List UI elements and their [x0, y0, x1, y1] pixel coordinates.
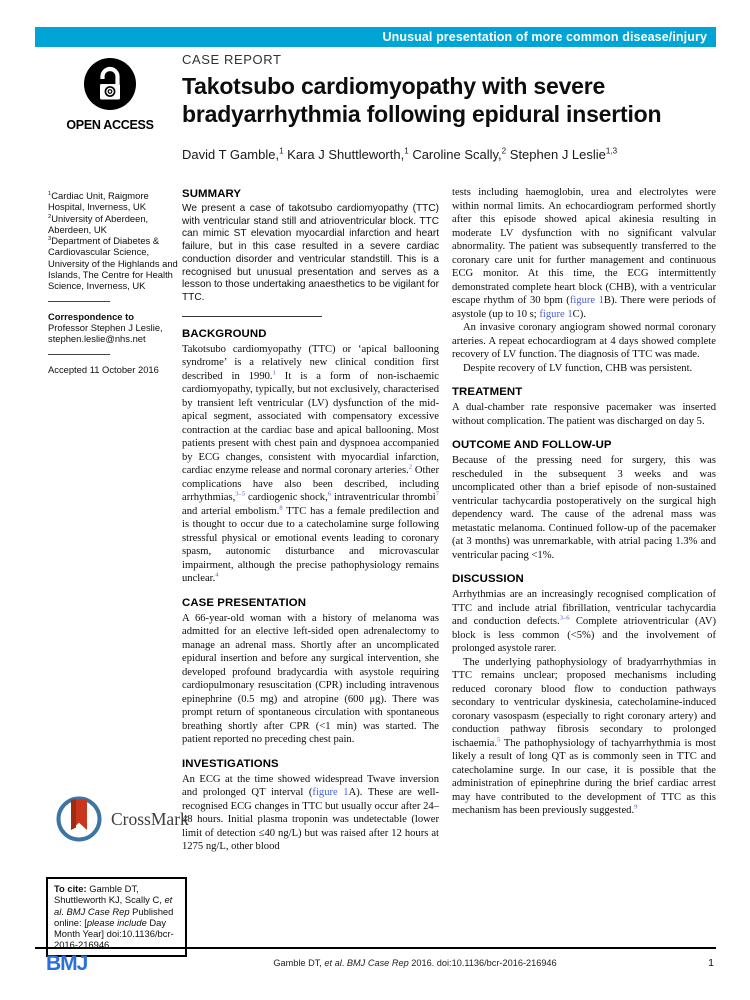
sidebar-divider — [48, 301, 110, 302]
background-text: Takotsubo cardiomyopathy (TTC) or ‘apical ballooning syndrome’ is a relatively new clinical condition first described in 1990.$^1$ It is a form of non-ischaemic cardiomyopathy, typically, but not exclusively, characterised by transient left ventricular (LV) dysfunction of the mid-apical segment, associated with compensatory excessive contraction at the cardiac base and apical ballooning. Most patients present with chest pain and dyspnoea accompanied by ECG changes, consistent with myocardial infarction, cardiac enzyme release and normal coronary arteries.$^2$ Other complications have also been described, including arrhythmias,$^{3-5}$ cardiogenic shock,$^6$ intraventricular thrombi$^7$ and arterial embolism.$^8$ TTC has a female predilection and is thought to occur due to a catecholamine surge following stressful physical or emotional events leading to coronary spasm, autonomic disturbance and microvascular impairment, although the precise pathophysiology remains unclear.$^4$ — [182, 343, 439, 585]
discussion-heading: DISCUSSION — [452, 573, 524, 585]
correspondence-name: Professor Stephen J Leslie, — [48, 321, 163, 333]
bmj-logo: BMJ — [46, 952, 88, 975]
investigations-heading: INVESTIGATIONS — [182, 757, 279, 770]
case-presentation-text: A 66-year-old woman with a history of melanoma was admitted for an elective left-sided open adrenalectomy to manage an adrenal mass. Shortly after an uncomplicated epidural insertion and before any surgical intervention, she developed profound bradycardia with asystole requiring cardiopulmonary resuscitation (CPR) including intravenous epinephrine (0.5 mg) and atropine (600 μg). There was prompt return of spontaneous circulation with spontaneous breathing shortly after CPR (<1 min) was started. The patient reported no preceding chest pain. — [182, 612, 439, 746]
right-column — [452, 186, 716, 948]
affiliation-2: $^2$University of Aberdeen, Aberdeen, UK — [48, 212, 149, 235]
summary-divider — [182, 316, 322, 317]
correspondence-email[interactable]: stephen.leslie@nhs.net — [48, 333, 146, 345]
authors-line: David T Gamble,$^1$ Kara J Shuttleworth,$^1$ Caroline Scally,$^2$ Stephen J Leslie$^{1,3}$ — [182, 146, 618, 162]
accepted-date: Accepted 11 October 2016 — [48, 363, 159, 375]
article-title: Takotsubo cardiomyopathy with severe bradyarrhythmia following epidural insertion — [182, 73, 662, 128]
outcome-heading: OUTCOME AND FOLLOW-UP — [452, 439, 612, 451]
sidebar-divider — [48, 354, 110, 355]
summary-text: We present a case of takotsubo cardiomyopathy (TTC) with ventricular stand still and atrioventricular block. TTC can mimic ST elevation myocardial infarction and heart failure, but in this case resulted in a severe cardiac conduction disorder and ventricular standstill. This is a recognised but unusual presentation and serves as a lesson to those undertaking anaesthetics to be vigilant for TTC. — [182, 203, 439, 303]
chb-paragraph: Despite recovery of LV function, CHB was persistent. — [463, 362, 693, 374]
discussion-paragraph-2: The underlying pathophysiology of bradyarrhythmias in TTC remains unclear; proposed mechanisms including reduced coronary blood flow to conduction pathways secondary to ventricular dyskinesia, catecholamine-induced coronary vasospasm (especially to right coronary artery) and conduction pathway fibrosis secondary to prolonged ischaemia.$^5$ The pathophysiology of tachyarrhythmia is most likely a result of long QT as is commonly seen in TTC and catecholamine surge. In our case, it is possible that the administration of epinephrine during the brief cardiac arrest may have contributed to the development of TTC as this mechanism has been previously suggested.$^9$ — [452, 656, 716, 816]
discussion-paragraph-1: Arrhythmias are an increasingly recognised complication of TTC and include atrial fibrillation, ventricular tachycardia and conduction defects.$^{3-6}$ Complete atrioventricular (AV) block is less common (<5%) and the involvement of prolonged asystole rarer. — [452, 589, 716, 654]
summary-heading: SUMMARY — [182, 188, 242, 200]
citation-box: To cite: Gamble DT, Shuttleworth KJ, Scally C, et al. BMJ Case Rep Published online: [please include Day Month Year] doi:10.1136/bcr-2016-216946 — [46, 877, 187, 957]
angiogram-paragraph: An invasive coronary angiogram showed normal coronary arteries. A repeat echocardiogram at 4 days showed complete recovery of LV function. The diagnosis of TTC was made. — [452, 322, 716, 360]
crossmark-label: CrossMark — [111, 808, 189, 829]
treatment-text: A dual-chamber rate responsive pacemaker was inserted without complication. The patient was discharged on day 5. — [452, 402, 716, 427]
article-type-label: CASE REPORT — [182, 52, 282, 67]
crossmark-icon — [56, 796, 102, 842]
affiliation-3: $^3$Department of Diabetes & Cardiovascular Science, University of the Highlands and Islands, The Centre for Health Science, Inverness, UK — [48, 235, 178, 292]
footer-citation: Gamble DT, et al. BMJ Case Rep 2016. doi:10.1136/bcr-2016-216946 — [273, 958, 557, 968]
investigations-continued-text: tests including haemoglobin, urea and electrolytes were within normal limits. An echocardiogram performed shortly after this episode showed apical akinesia resulting in moderate LV dysfunction with no significant valvular abnormality. The patient was subsequently transferred to the coronary care unit for further management and continuous ECG monitor. At this time, the ECG intermittently demonstrated complete heart block (CHB), with a ventricular escape rhythm of 30 bpm (figure 1B). There were periods of asystole (up to 10 s; figure 1C). — [452, 187, 716, 320]
treatment-heading: TREATMENT — [452, 386, 523, 398]
open-access-lock-icon — [83, 57, 137, 111]
left-column — [182, 186, 439, 948]
series-banner: Unusual presentation of more common disease/injury — [35, 27, 716, 47]
background-heading: BACKGROUND — [182, 327, 267, 340]
open-access-badge — [60, 57, 160, 132]
article-body — [182, 186, 716, 948]
case-presentation-heading: CASE PRESENTATION — [182, 596, 307, 609]
sidebar — [48, 190, 179, 375]
outcome-text: Because of the pressing need for surgery, this was rescheduled in the subsequent 3 weeks and was uncomplicated other than a brief episode of non-sustained ventricular tachycardia postoperatively on the surgical high dependency ward. The cause of the adrenal mass was metastatic melanoma. Continued follow-up of the pacemaker (at 3 months) was unremarkable, with atrial pacing 1.3% and ventricular pacing <1%. — [452, 455, 716, 561]
footer-rule — [35, 947, 716, 949]
page-number: 1 — [708, 957, 714, 969]
crossmark-badge[interactable] — [56, 796, 189, 842]
affiliation-1: $^1$Cardiac Unit, Raigmore Hospital, Inverness, UK — [48, 190, 149, 213]
correspondence-label: Correspondence to — [48, 310, 134, 322]
open-access-label: OPEN ACCESS — [66, 118, 154, 132]
investigations-text: An ECG at the time showed widespread Twave inversion and prolonged QT interval (figure 1A). These are well-recognised ECG changes in TTC but usually occur after 24–48 hours. Initial plasma troponin was undetectable (lower limit of detection ≤40 ng/L) but was raised after 12 hours at 1275 ng/L, other blood — [182, 773, 439, 853]
